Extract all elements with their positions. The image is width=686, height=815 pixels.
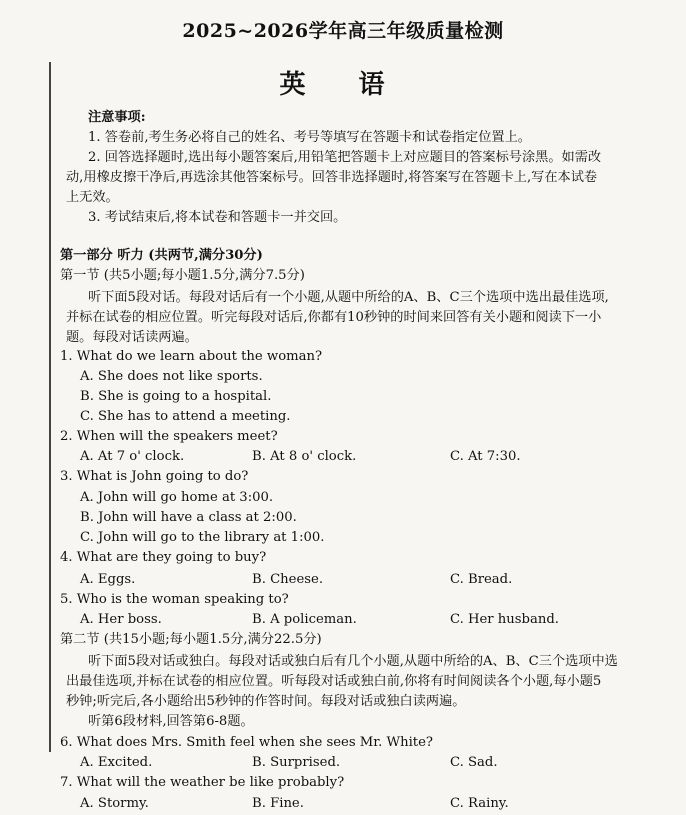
question-5: 5. Who is the woman speaking to? xyxy=(60,592,289,607)
part1-heading: 第一部分 听力 (共两节,满分30分) xyxy=(60,248,263,263)
q7-option-c: C. Rainy. xyxy=(450,796,509,811)
question-1: 1. What do we learn about the woman? xyxy=(60,349,323,364)
notes-item-3: 3. 考试结束后,将本试卷和答题卡一并交回。 xyxy=(88,210,347,225)
margin-rule xyxy=(49,62,51,752)
q2-option-c: C. At 7:30. xyxy=(450,449,521,464)
q6-option-b: B. Surprised. xyxy=(252,755,341,770)
question-2: 2. When will the speakers meet? xyxy=(60,429,278,444)
question-7: 7. What will the weather be like probably? xyxy=(60,775,345,790)
section1-instr-line-3: 题。每段对话读两遍。 xyxy=(66,330,198,345)
q7-option-a: A. Stormy. xyxy=(80,796,149,811)
material-6-heading: 听第6段材料,回答第6-8题。 xyxy=(88,714,254,729)
q4-option-c: C. Bread. xyxy=(450,572,513,587)
q2-option-a: A. At 7 o' clock. xyxy=(80,449,185,464)
subject-title: 英 语 xyxy=(279,70,407,100)
section2-instr-line-1: 听下面5段对话或独白。每段对话或独白后有几个小题,从题中所给的A、B、C三个选项中选 xyxy=(88,654,618,669)
section1-instr-line-1: 听下面5段对话。每段对话后有一个小题,从题中所给的A、B、C三个选项中选出最佳选项, xyxy=(88,290,609,305)
q5-option-b: B. A policeman. xyxy=(252,612,357,627)
q1-option-c: C. She has to attend a meeting. xyxy=(80,409,291,424)
section2-instr-line-3: 秒钟;听完后,各小题给出5秒钟的作答时间。每段对话或独白读两遍。 xyxy=(66,694,466,709)
notes-heading: 注意事项: xyxy=(88,110,146,125)
q2-option-b: B. At 8 o' clock. xyxy=(252,449,357,464)
exam-title: 2025~2026学年高三年级质量检测 xyxy=(182,20,504,42)
q7-option-b: B. Fine. xyxy=(252,796,304,811)
question-6: 6. What does Mrs. Smith feel when she sees Mr. White? xyxy=(60,735,433,750)
section2-instr-line-2: 出最佳选项,并标在试卷的相应位置。听每段对话或独白前,你将有时间阅读各个小题,每小题5 xyxy=(66,674,602,689)
notes-item-1: 1. 答卷前,考生务必将自己的姓名、考号等填写在答题卡和试卷指定位置上。 xyxy=(88,130,531,145)
q5-option-a: A. Her boss. xyxy=(80,612,162,627)
notes-item-2-line-3: 上无效。 xyxy=(66,190,119,205)
q3-option-c: C. John will go to the library at 1:00. xyxy=(80,530,325,545)
q4-option-a: A. Eggs. xyxy=(80,572,136,587)
section1-heading: 第一节 (共5小题;每小题1.5分,满分7.5分) xyxy=(60,268,305,283)
q4-option-b: B. Cheese. xyxy=(252,572,324,587)
q3-option-a: A. John will go home at 3:00. xyxy=(80,490,274,505)
question-3: 3. What is John going to do? xyxy=(60,469,249,484)
q1-option-b: B. She is going to a hospital. xyxy=(80,389,272,404)
notes-item-2-line-1: 2. 回答选择题时,选出每小题答案后,用铅笔把答题卡上对应题目的答案标号涂黑。如需改 xyxy=(88,150,602,165)
q3-option-b: B. John will have a class at 2:00. xyxy=(80,510,297,525)
q5-option-c: C. Her husband. xyxy=(450,612,559,627)
q6-option-c: C. Sad. xyxy=(450,755,498,770)
section2-heading: 第二节 (共15小题;每小题1.5分,满分22.5分) xyxy=(60,632,322,647)
q6-option-a: A. Excited. xyxy=(80,755,153,770)
section1-instr-line-2: 并标在试卷的相应位置。听完每段对话后,你都有10秒钟的时间来回答有关小题和阅读下一小 xyxy=(66,310,602,325)
question-4: 4. What are they going to buy? xyxy=(60,550,267,565)
q1-option-a: A. She does not like sports. xyxy=(80,369,263,384)
notes-item-2-line-2: 动,用橡皮擦干净后,再选涂其他答案标号。回答非选择题时,将答案写在答题卡上,写在本试卷 xyxy=(66,170,598,185)
